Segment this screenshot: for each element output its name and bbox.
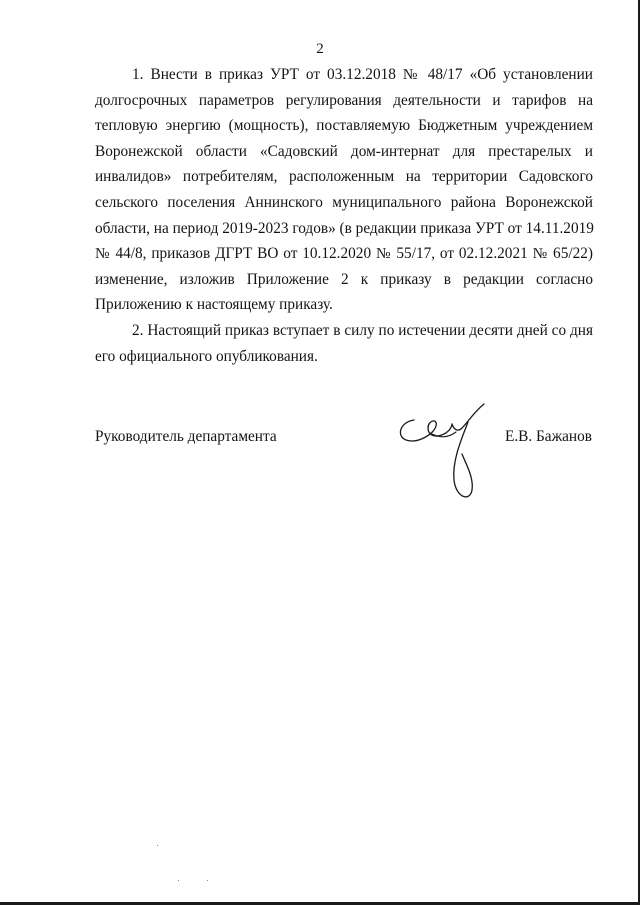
paragraph-1-line: долгосрочных параметров регулирования деятельности и тарифов на [95,91,593,109]
paragraph-1-line: изменение, изложив Приложение 2 к приказу в редакции согласно [95,270,593,288]
paragraph-1-line: сельского поселения Аннинского муниципального района Воронежской [95,193,593,211]
paragraph-1-line: Приложению к настоящему приказу. [95,296,333,314]
page-number: 2 [316,41,324,57]
paragraph-1-line: инвалидов» потребителям, расположенным на территории Садовского [95,168,593,186]
paragraph-2-line: его официального опубликования. [95,347,318,365]
paragraph-1-line: тепловую энергию (мощность), поставляемую Бюджетным учреждением [95,117,593,135]
signatory-name: Е.В. Бажанов [504,428,592,445]
scan-speck [178,880,179,881]
paragraph-2-line: 2. Настоящий приказ вступает в силу по истечении десяти дней со дня [132,321,593,339]
scan-speck [207,880,208,881]
paragraph-1-line: Воронежской области «Садовский дом-интернат для престарелых и [95,142,593,160]
paragraph-1-line: № 44/8, приказов ДГРТ ВО от 10.12.2020 № 55/17, от 02.12.2021 № 65/22) [95,245,593,263]
signatory-title: Руководитель департамента [95,428,277,445]
handwritten-signature [392,398,502,508]
paragraph-1-line: области, на период 2019-2023 годов» (в редакции приказа УРТ от 14.11.2019 [95,219,594,237]
document-body [95,62,593,369]
paragraph-1-line: 1. Внести в приказ УРТ от 03.12.2018 № 48/17 «Об установлении [132,66,593,83]
scan-speck [157,845,158,846]
